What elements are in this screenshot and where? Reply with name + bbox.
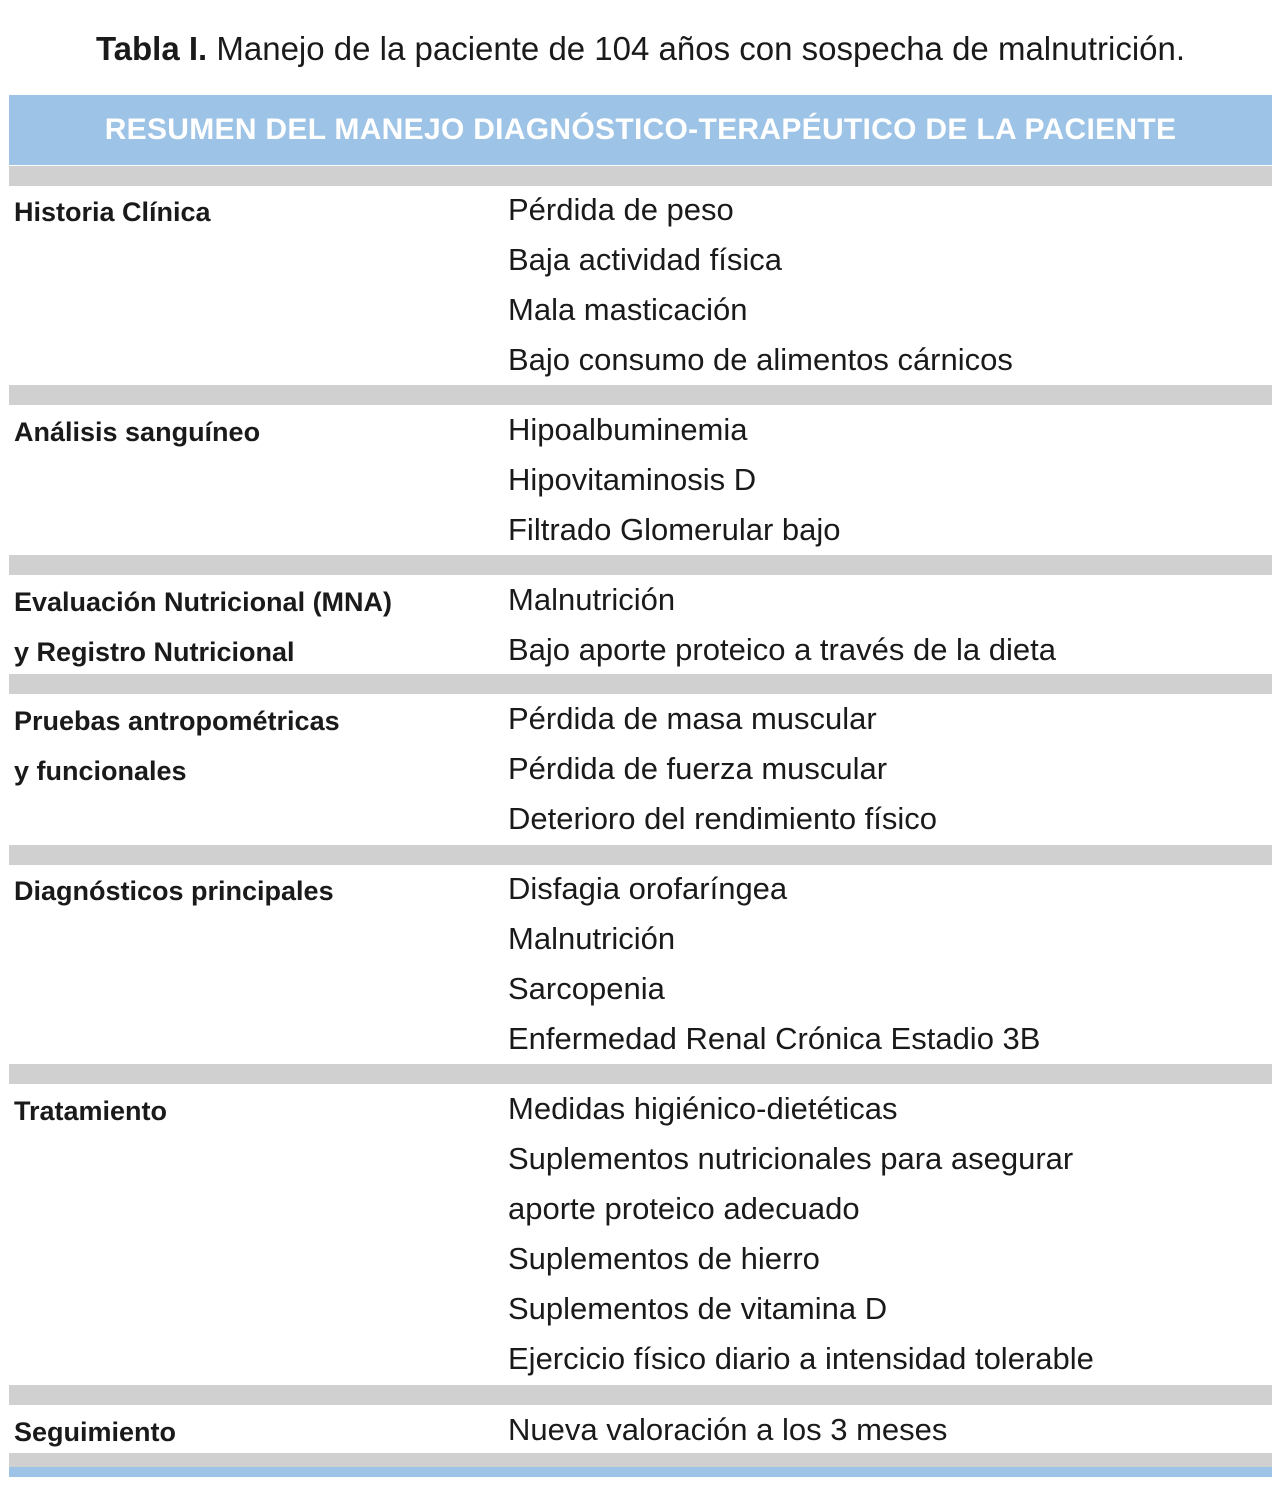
table-caption [0,28,1281,70]
list-item: aporte proteico adecuado [508,1191,860,1226]
row-separator [9,674,1272,694]
row-category: Seguimiento [14,1417,177,1447]
row-items [508,405,841,555]
list-item: Hipoalbuminemia [508,412,748,447]
list-item: Malnutrición [508,921,676,956]
list-item: Hipovitaminosis D [508,462,757,497]
list-item: Enfermedad Renal Crónica Estadio 3B [508,1021,1041,1056]
list-item: Medidas higiénico-dietéticas [508,1091,898,1126]
list-item: Pérdida de peso [508,192,734,227]
row-separator [9,385,1272,405]
row-separator [9,166,1272,186]
table-bottom-border [9,1467,1272,1477]
list-item: Filtrado Glomerular bajo [508,512,841,547]
list-item: Deterioro del rendimiento físico [508,801,938,836]
list-item: Pérdida de masa muscular [508,701,877,736]
caption-label: Tabla I. [95,30,208,67]
row-items [508,1084,1094,1384]
row-items [508,185,1013,385]
row-items [508,575,1056,675]
row-category: Tratamiento [14,1096,168,1126]
row-category: Diagnósticos principales [14,876,334,906]
row-items [508,1405,947,1455]
list-item: Malnutrición [508,582,676,617]
row-category: Historia Clínica [14,197,211,227]
row-items [508,694,937,844]
row-separator [9,555,1272,575]
list-item: Mala masticación [508,292,748,327]
list-item: Suplementos de hierro [508,1241,820,1276]
row-separator [9,1453,1272,1467]
row-items [508,864,1040,1064]
list-item: Sarcopenia [508,971,665,1006]
caption-text: Manejo de la paciente de 104 años con sospecha de malnutrición. [216,30,1186,67]
list-item: Bajo consumo de alimentos cárnicos [508,342,1013,377]
row-separator [9,845,1272,865]
list-item: Ejercicio físico diario a intensidad tolerable [508,1341,1094,1376]
row-category: Pruebas antropométricas y funcionales [14,706,340,786]
row-category: Análisis sanguíneo [14,417,261,447]
list-item: Suplementos de vitamina D [508,1291,888,1326]
list-item: Baja actividad física [508,242,782,277]
row-separator [9,1064,1272,1084]
row-category: Evaluación Nutricional (MNA) y Registro Nutricional [14,587,393,667]
table-header: RESUMEN DEL MANEJO DIAGNÓSTICO-TERAPÉUTICO DE LA PACIENTE [9,95,1272,165]
row-separator [9,1385,1272,1405]
list-item: Pérdida de fuerza muscular [508,751,888,786]
list-item: Suplementos nutricionales para asegurar [508,1141,1074,1176]
list-item: Bajo aporte proteico a través de la dieta [508,632,1057,667]
list-item: Disfagia orofaríngea [508,871,788,906]
list-item: Nueva valoración a los 3 meses [508,1412,948,1447]
